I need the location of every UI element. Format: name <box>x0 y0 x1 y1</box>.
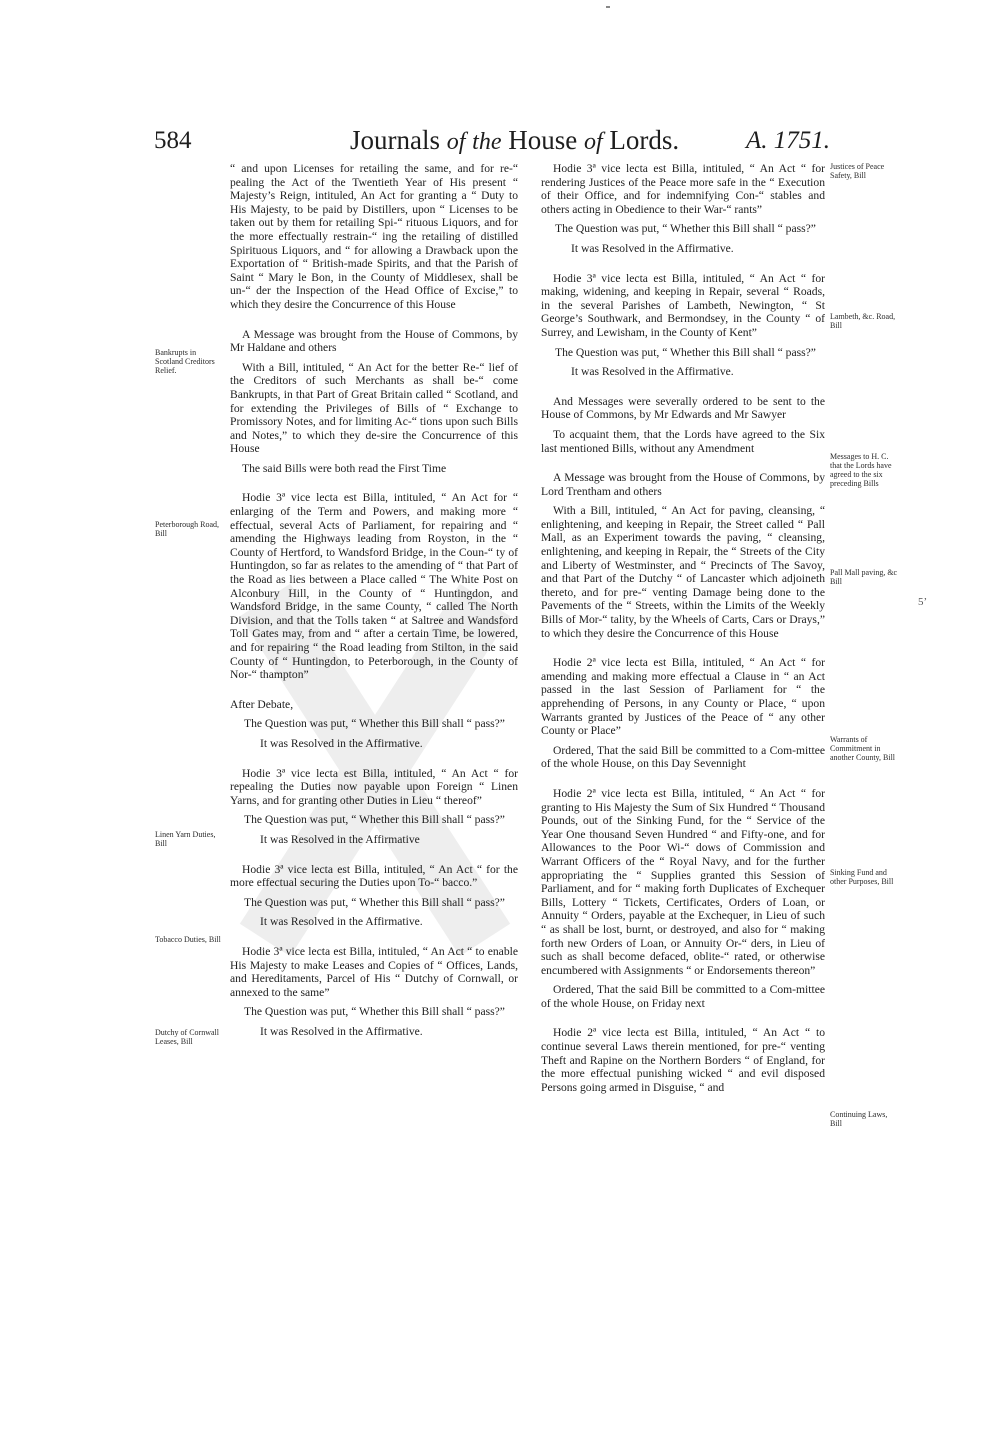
margin-note-cornwall: Dutchy of Cornwall Leases, Bill <box>155 1028 219 1046</box>
page-header <box>150 125 830 161</box>
title-word-of: of <box>446 129 466 155</box>
left-column <box>230 162 518 1038</box>
title-word-journals: Journals <box>350 125 440 155</box>
left-para-10: It was Resolved in the Affirmative <box>260 832 420 846</box>
right-para-3: Hodie 3ª vice lecta est Billa, intituled, “ An Act “ for making, widening, and keeping in Repair, several “ Roads, in the several Parishes of Lambeth, Newington, “ St George’s Southwark, and Bermondsey, in the County “ of Surrey, and Lewisham, in the County of Kent” <box>541 271 825 339</box>
right-para-10: Hodie 2ª vice lecta est Billa, intituled, “ An Act “ for amending and making more effectual a Clause in “ an Act passed in the last Session of Parliament for “ the apprehending of Persons, in any County or Place, “ upon Warrants granted by Justices of the Peace of “ any other County or Place” <box>541 656 825 738</box>
title-word-the: the <box>472 129 502 155</box>
page-year: A. 1751. <box>745 127 830 154</box>
right-para-12: Hodie 2ª vice lecta est Billa, intituled, “ An Act “ for granting to His Majesty the Sum of Six Hundred “ Thousand Pounds, out of the Sinking Fund, for the “ Service of the Year One thousand Seven Hundred “ and Fifty-one, and for Allowances to the Poor Wi-“ dows of Commission and Warrant Officers of the “ Royal Navy, and for the further appropriating the “ Supplies granted this Session of Parliament, and for “ making forth Duplicates of Exchequer Bills, Lottery “ Tickets, Certificates, Orders of Loan, or Annuity “ Orders, payable at the Exchequer, in Lieu of such “ as shall be lost, burnt, or destroyed, and also for “ making forth new Orders of Loan, or Annuity Or-“ ders, in Lieu of such as shall become defaced, oblite-“ rated, or otherwise encumbered with Assignments “ or Endorsements thereon” <box>541 786 825 977</box>
page-title <box>350 125 679 156</box>
left-para-13: It was Resolved in the Affirmative. <box>260 915 423 929</box>
margin-note-warrants: Warrants of Commitment in another County, Bill <box>830 735 896 762</box>
right-para-9: With a Bill, intituled, “ An Act for paving, cleansing, “ enlightening, and keeping in Repair, the Street called “ Pall Mall, as an Experiment towards the paving, “ cleansing, enlightening, and keeping in Repair, the “ Streets of the City and Liberty of Westminster, and “ Precincts of The Savoy, and that Part of the Dutchy “ of Lancaster which adjoineth thereto, and for pre-“ venting Damage being done to the Pavements of the “ Streets, within the Limits of the Weekly Bills of Mor-“ tality, by the Wheels of Carts, Cars or Drays,” to which they desire the Concurrence of this House <box>541 504 825 640</box>
right-para-1: The Question was put, “ Whether this Bill shall “ pass?” <box>555 222 816 236</box>
left-para-1: A Message was brought from the House of Commons, by Mr Haldane and others <box>230 327 518 355</box>
left-para-11: Hodie 3ª vice lecta est Billa, intituled, “ An Act “ for the more effectual securing the Duties upon To-“ bacco.” <box>230 862 518 890</box>
right-para-4: The Question was put, “ Whether this Bill shall “ pass?” <box>555 345 816 359</box>
left-para-0: “ and upon Licenses for retailing the same, and for re-“ pealing the Act of the Twentieth Year of His present “ Majesty’s Reign, intituled, An Act for granting a “ Duty to His Majesty, to be paid by Distillers, upon “ Licenses to be taken out by them for retailing Spi-“ rituous Liquors, and for the more effectually restrain-“ ing the retailing of distilled Spirituous Liquors, and “ for allowing a Drawback upon the Exportation of “ British-made Spirits, and that the Parish of Saint “ Mary le Bon, in the County of Middlesex, shall be un-“ der the Inspection of the Head Office of Excise,” to which they desire the Concurrence of this House <box>230 162 518 311</box>
right-para-7: To acquaint them, that the Lords have agreed to the Six last mentioned Bills, without any Amendment <box>541 427 825 455</box>
right-para-6: And Messages were severally ordered to be sent to the House of Commons, by Mr Edwards and Mr Sawyer <box>541 394 825 422</box>
title-word-of-2: of <box>584 129 603 155</box>
title-word-lords: Lords. <box>609 125 680 155</box>
margin-note-continuing-laws: Continuing Laws, Bill <box>830 1110 888 1128</box>
left-para-14: Hodie 3ª vice lecta est Billa, intituled, “ An Act “ to enable His Majesty to make Leases and Copies of “ Offices, Lands, and Hereditaments, Parcel of His “ Dutchy of Cornwall, or annexed to the same” <box>230 944 518 999</box>
left-para-16: It was Resolved in the Affirmative. <box>260 1024 423 1038</box>
margin-note-linen-yarn: Linen Yarn Duties, Bill <box>155 830 216 848</box>
stray-mark: 5’ <box>918 596 928 608</box>
left-para-3: The said Bills were both read the First Time <box>242 461 447 475</box>
right-para-8: A Message was brought from the House of Commons, by Lord Trentham and others <box>541 471 825 498</box>
margin-note-lambeth: Lambeth, &c. Road, Bill <box>830 312 896 330</box>
left-para-2: With a Bill, intituled, “ An Act for the better Re-“ lief of the Creditors of such Merchants as shall be-“ come Bankrupts, in that Part of Great Britain called “ Scotland, and for extending the Privileges of Bills of “ Exchange to Promissory Notes, and for limiting Ac-“ tions upon such Bills and Notes,” to which they de-sire the Concurrence of this House <box>230 360 518 456</box>
left-para-7: It was Resolved in the Affirmative. <box>260 736 423 750</box>
title-word-house: House <box>508 125 578 155</box>
margin-note-justices: Justices of Peace Safety, Bill <box>830 162 885 180</box>
right-para-5: It was Resolved in the Affirmative. <box>571 365 734 379</box>
left-para-8: Hodie 3ª vice lecta est Billa, intituled, “ An Act “ for repealing the Duties now payable upon Foreign “ Linen Yarns, and for granting other Duties in Lieu “ thereof” <box>230 766 518 807</box>
left-para-4: Hodie 3ª vice lecta est Billa, intituled, “ An Act for “ enlarging of the Term and Powers, and making more “ effectual, several Acts of Parliament, for repairing and “ amending the Highways leading from Royston, in the “ County of Hertford, to Wandsford Bridge, in the Coun-“ ty of Huntingdon, so far as relates to the amending of “ that Part of the Road as lies between a Place called “ The White Post on Alconbury Hill, in the County of “ Huntingdon, and Wandsford Bridge, in the same County, “ called The North Division, and that the Tolls taken “ at Saltree and Wandsford Toll Gates may, from and “ after a certain Time, be lowered, and for repairing “ the Road leading from Stilton, in the said County of “ Huntingdon, to Peterborough, in the County of Nor-“ thampton” <box>230 491 518 682</box>
margin-note-pall-mall: Pall Mall paving, &c Bill <box>830 568 898 586</box>
right-column <box>541 162 825 1094</box>
right-para-2: It was Resolved in the Affirmative. <box>571 241 734 255</box>
right-para-13: Ordered, That the said Bill be committed to a Com-mittee of the whole House, on Friday next <box>541 983 825 1010</box>
speck <box>606 6 610 8</box>
left-para-9: The Question was put, “ Whether this Bill shall “ pass?” <box>244 813 505 827</box>
left-para-15: The Question was put, “ Whether this Bill shall “ pass?” <box>244 1005 505 1019</box>
margin-note-messages: Messages to H. C. that the Lords have agreed to the six preceding Bills <box>830 452 892 488</box>
left-para-5: After Debate, <box>230 697 294 711</box>
right-para-0: Hodie 3ª vice lecta est Billa, intituled, “ An Act “ for rendering Justices of the Peace more safe in the “ Execution of their Office, and for indemnifying Con-“ stables and others acting in Obedience to their War-“ rants” <box>541 162 825 216</box>
margin-note-peterborough: Peterborough Road, Bill <box>155 520 219 538</box>
margin-note-tobacco: Tobacco Duties, Bill <box>155 935 221 944</box>
left-para-12: The Question was put, “ Whether this Bill shall “ pass?” <box>244 895 505 909</box>
right-para-14: Hodie 2ª vice lecta est Billa, intituled, “ An Act “ to continue several Laws therein mentioned, for pre-“ venting Theft and Rapine on the Northern Borders “ of England, for the more effectual punishing wicked “ and evil disposed Persons going armed in Disguise, “ and <box>541 1026 825 1094</box>
left-para-6: The Question was put, “ Whether this Bill shall “ pass?” <box>244 717 505 731</box>
right-para-11: Ordered, That the said Bill be committed to a Com-mittee of the whole House, on this Day Sevennight <box>541 743 825 771</box>
page-number: 584 <box>154 127 192 154</box>
margin-note-sinking-fund: Sinking Fund and other Purposes, Bill <box>830 868 894 886</box>
margin-note-bankrupts: Bankrupts in Scotland Creditors Relief. <box>155 348 215 375</box>
